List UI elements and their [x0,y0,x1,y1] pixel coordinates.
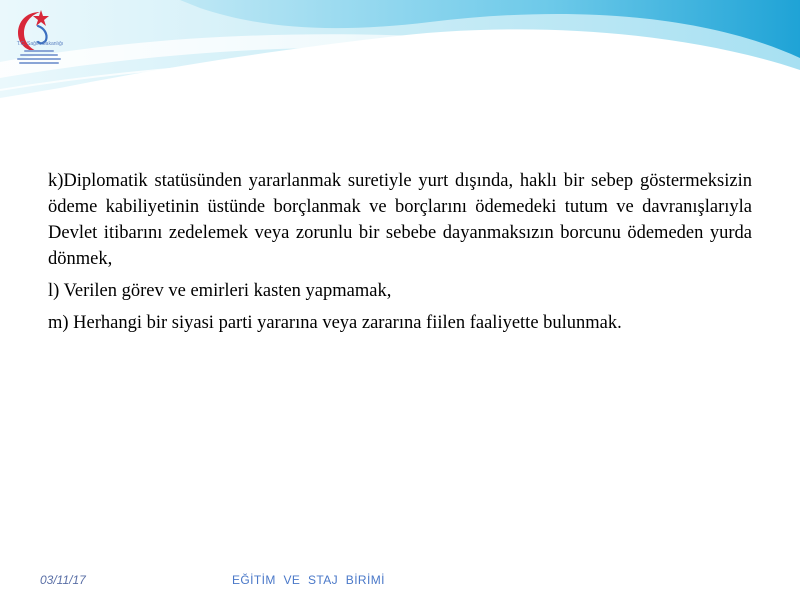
footer-unit-name: EĞİTİM VE STAJ BİRİMİ [232,573,385,587]
header-wave-decoration [0,0,800,110]
logo-title: T.C. Sağlık Bakanlığı [16,41,64,47]
slide-body [48,168,752,342]
footer-date: 03/11/17 [40,573,86,587]
logo-subtitle-lines [14,50,64,66]
paragraph-l: l) Verilen görev ve emirleri kasten yapmamak, [48,281,392,301]
paragraph-m: m) Herhangi bir siyasi parti yararına veya zararına fiilen faaliyette bulunmak. [48,313,622,333]
paragraph-k: k)Diplomatik statüsünden yararlanmak suretiyle yurt dışında, haklı bir sebep göstermeksizin ödeme kabiliyetinin üstünde borçlanmak ve borçlarını ödemedeki tutum ve davranışlarıyla Devlet itibarını zedelemek veya zorunlu bir sebebe dayanmaksızın borcunu ödemeden yurda dönmek, [48,171,752,269]
